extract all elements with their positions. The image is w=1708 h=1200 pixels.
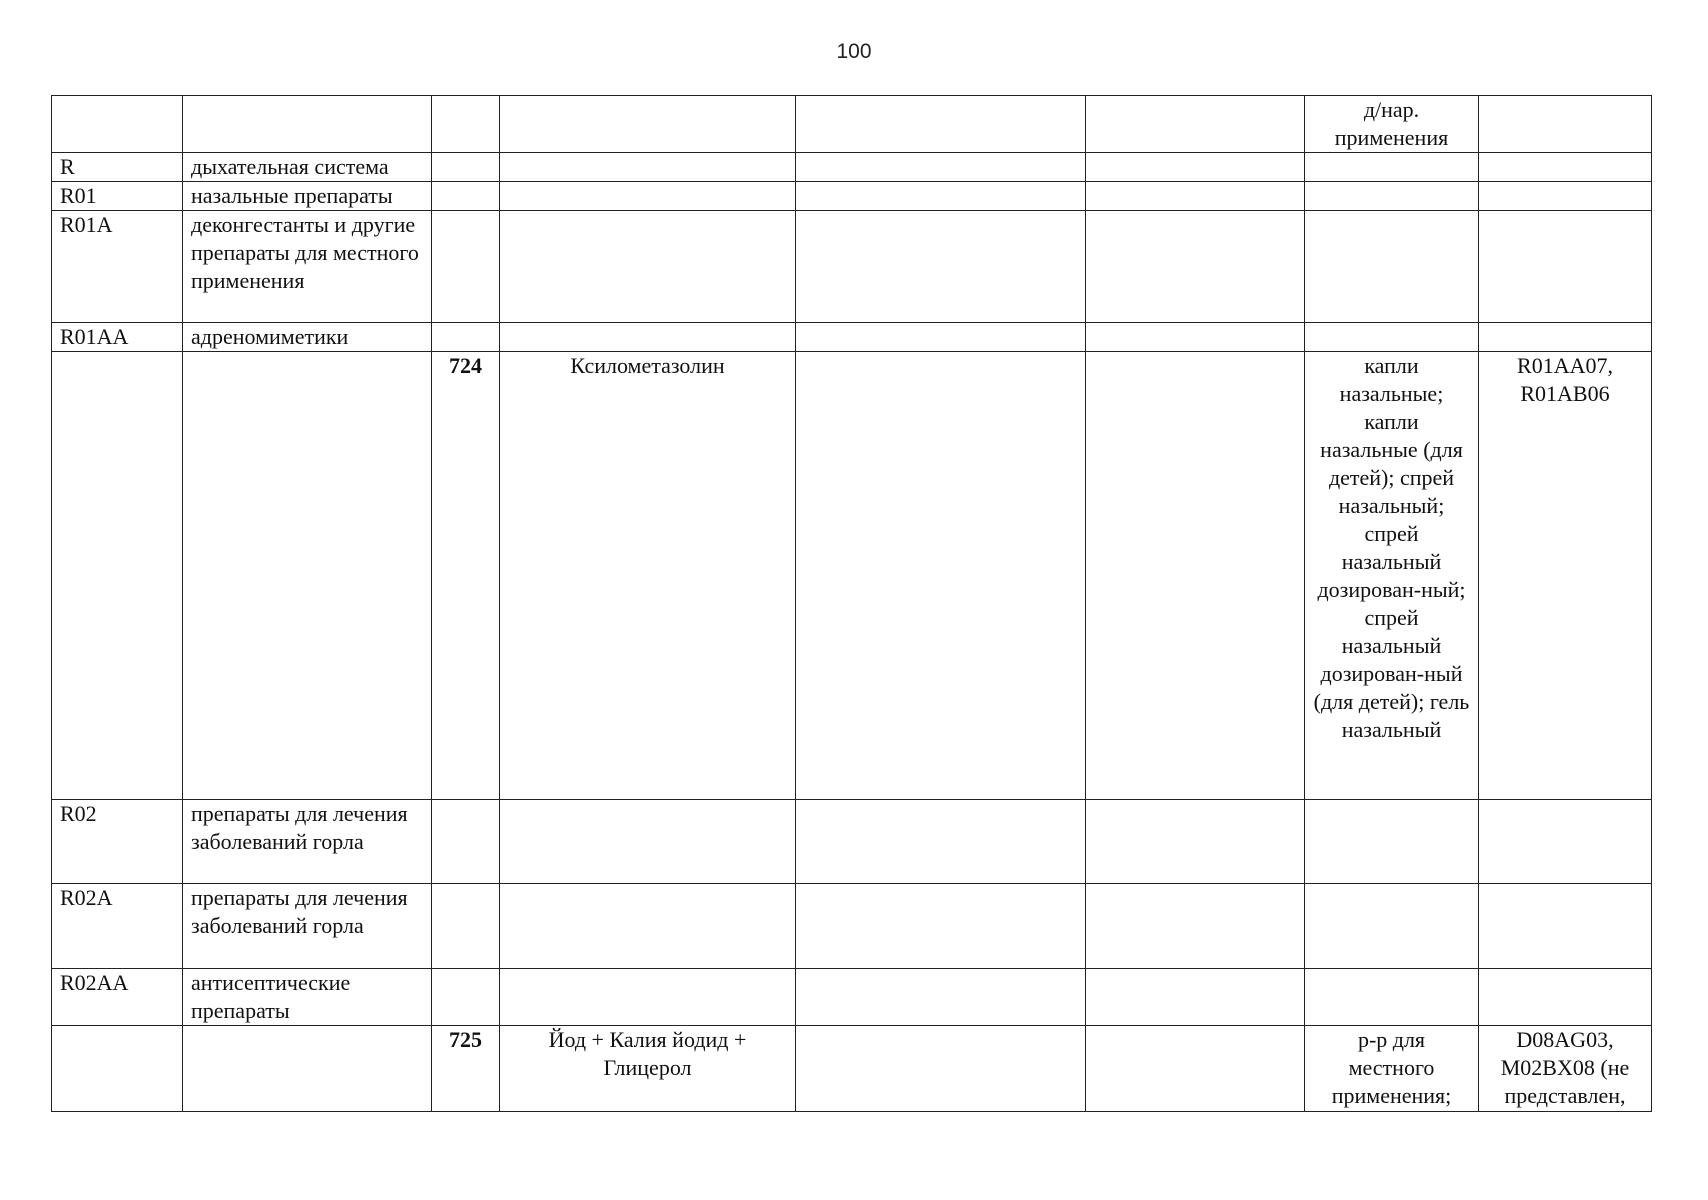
cell-code: R01AA bbox=[52, 323, 183, 352]
cell-inn bbox=[500, 153, 796, 182]
cell-group-name: адреномиметики bbox=[183, 323, 432, 352]
cell-dosage-form: р-р для местного применения; bbox=[1305, 1026, 1479, 1112]
cell-inn bbox=[500, 96, 796, 153]
cell-atc-code: D08AG03, M02BX08 (не представлен, bbox=[1479, 1026, 1652, 1112]
drug-table bbox=[51, 95, 1652, 1112]
cell-group-name: деконгестанты и другие препараты для местного применения bbox=[183, 211, 432, 323]
cell-atc-code bbox=[1479, 800, 1652, 884]
cell-col5 bbox=[796, 1026, 1086, 1112]
cell-code: R bbox=[52, 153, 183, 182]
table-row bbox=[52, 969, 1652, 1026]
cell-inn bbox=[500, 969, 796, 1026]
cell-number: 725 bbox=[432, 1026, 500, 1112]
table-row bbox=[52, 884, 1652, 969]
cell-dosage-form bbox=[1305, 969, 1479, 1026]
cell-atc-code bbox=[1479, 884, 1652, 969]
table-row bbox=[52, 1026, 1652, 1112]
page-number: 100 bbox=[836, 40, 872, 63]
cell-code: R02 bbox=[52, 800, 183, 884]
cell-code bbox=[52, 1026, 183, 1112]
cell-atc-code bbox=[1479, 969, 1652, 1026]
cell-dosage-form bbox=[1305, 182, 1479, 211]
cell-group-name bbox=[183, 352, 432, 800]
cell-dosage-form: д/нар. применения bbox=[1305, 96, 1479, 153]
cell-dosage-form: капли назальные; капли назальные (для детей); спрей назальный; спрей назальный дозирован-ный; спрей назальный дозирован-ный (для детей); гель назальный bbox=[1305, 352, 1479, 800]
cell-number bbox=[432, 884, 500, 969]
cell-group-name: дыхательная система bbox=[183, 153, 432, 182]
cell-group-name bbox=[183, 96, 432, 153]
cell-number bbox=[432, 182, 500, 211]
cell-code: R02AA bbox=[52, 969, 183, 1026]
cell-number: 724 bbox=[432, 352, 500, 800]
table-row bbox=[52, 96, 1652, 153]
cell-col6 bbox=[1086, 800, 1305, 884]
cell-col5 bbox=[796, 352, 1086, 800]
cell-group-name: назальные препараты bbox=[183, 182, 432, 211]
cell-atc-code bbox=[1479, 96, 1652, 153]
cell-atc-code: R01AA07, R01AB06 bbox=[1479, 352, 1652, 800]
cell-col5 bbox=[796, 96, 1086, 153]
table-row bbox=[52, 211, 1652, 323]
cell-col5 bbox=[796, 211, 1086, 323]
cell-number bbox=[432, 323, 500, 352]
cell-col5 bbox=[796, 153, 1086, 182]
cell-col5 bbox=[796, 969, 1086, 1026]
cell-col6 bbox=[1086, 211, 1305, 323]
cell-inn bbox=[500, 323, 796, 352]
cell-col6 bbox=[1086, 969, 1305, 1026]
cell-inn bbox=[500, 182, 796, 211]
table-row bbox=[52, 800, 1652, 884]
cell-col6 bbox=[1086, 352, 1305, 800]
cell-code bbox=[52, 96, 183, 153]
table-row bbox=[52, 153, 1652, 182]
cell-atc-code bbox=[1479, 153, 1652, 182]
cell-inn: Ксилометазолин bbox=[500, 352, 796, 800]
cell-dosage-form bbox=[1305, 800, 1479, 884]
table-row bbox=[52, 182, 1652, 211]
cell-atc-code bbox=[1479, 211, 1652, 323]
cell-col6 bbox=[1086, 1026, 1305, 1112]
cell-inn bbox=[500, 211, 796, 323]
cell-code: R02A bbox=[52, 884, 183, 969]
cell-dosage-form bbox=[1305, 211, 1479, 323]
cell-col5 bbox=[796, 182, 1086, 211]
table-row bbox=[52, 352, 1652, 800]
table-body bbox=[52, 96, 1652, 1112]
cell-number bbox=[432, 96, 500, 153]
cell-number bbox=[432, 211, 500, 323]
cell-group-name bbox=[183, 1026, 432, 1112]
cell-inn bbox=[500, 800, 796, 884]
cell-group-name: антисептические препараты bbox=[183, 969, 432, 1026]
cell-dosage-form bbox=[1305, 323, 1479, 352]
cell-code bbox=[52, 352, 183, 800]
cell-col6 bbox=[1086, 884, 1305, 969]
cell-code: R01 bbox=[52, 182, 183, 211]
cell-dosage-form bbox=[1305, 153, 1479, 182]
cell-number bbox=[432, 969, 500, 1026]
cell-group-name: препараты для лечения заболеваний горла bbox=[183, 884, 432, 969]
cell-inn: Йод + Калия йодид + Глицерол bbox=[500, 1026, 796, 1112]
cell-group-name: препараты для лечения заболеваний горла bbox=[183, 800, 432, 884]
cell-col5 bbox=[796, 884, 1086, 969]
cell-col6 bbox=[1086, 323, 1305, 352]
cell-atc-code bbox=[1479, 323, 1652, 352]
cell-number bbox=[432, 800, 500, 884]
cell-col5 bbox=[796, 800, 1086, 884]
cell-col6 bbox=[1086, 96, 1305, 153]
cell-dosage-form bbox=[1305, 884, 1479, 969]
cell-col5 bbox=[796, 323, 1086, 352]
cell-col6 bbox=[1086, 182, 1305, 211]
cell-code: R01A bbox=[52, 211, 183, 323]
cell-atc-code bbox=[1479, 182, 1652, 211]
table-row bbox=[52, 323, 1652, 352]
cell-col6 bbox=[1086, 153, 1305, 182]
cell-number bbox=[432, 153, 500, 182]
cell-inn bbox=[500, 884, 796, 969]
